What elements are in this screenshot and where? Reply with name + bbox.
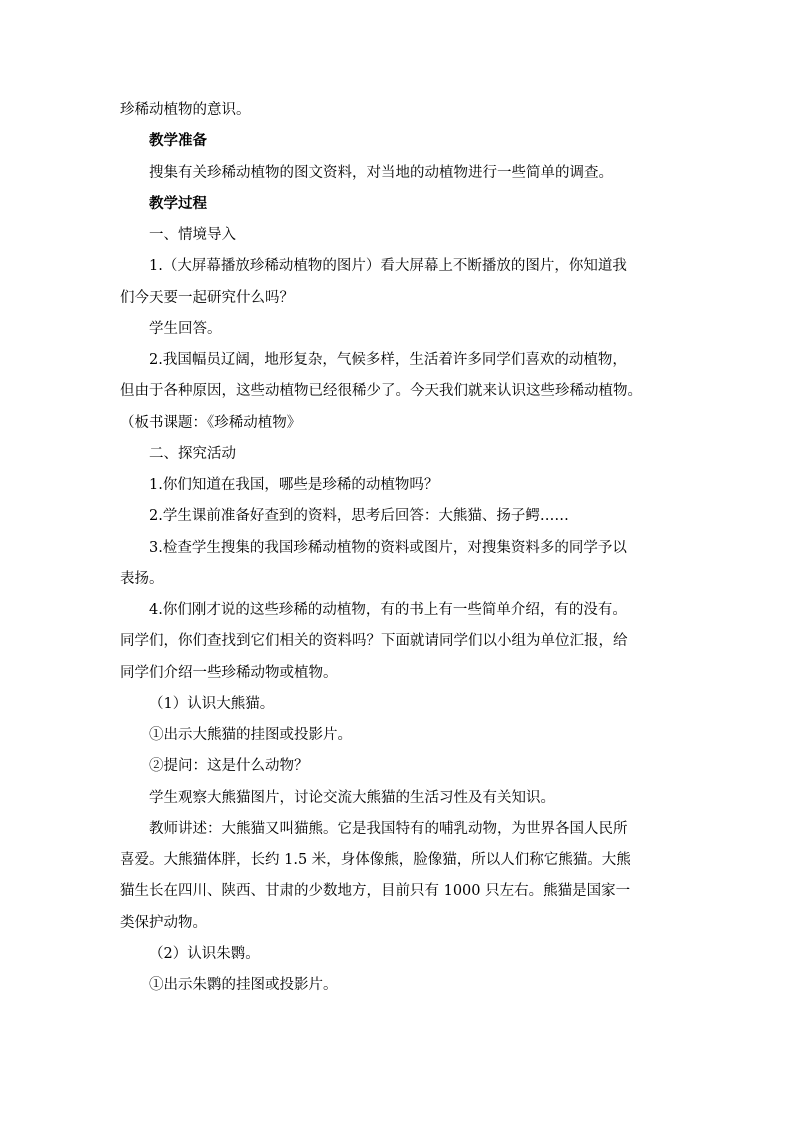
paragraph-line: 类保护动物。 bbox=[120, 914, 207, 931]
paragraph-line: 2.我国幅员辽阔，地形复杂，气候多样，生活着许多同学们喜欢的动植物， bbox=[149, 352, 627, 368]
paragraph-line: 但由于各种原因，这些动植物已经很稀少了。今天我们就来认识这些珍稀动植物。 bbox=[120, 383, 642, 400]
list-item-ibis: （2）认识朱鹮。 bbox=[149, 945, 260, 962]
paragraph-line: 学生观察大熊猫图片，讨论交流大熊猫的生活习性及有关知识。 bbox=[149, 789, 555, 806]
paragraph-line: 1.你们知道在我国，哪些是珍稀的动植物吗？ bbox=[149, 477, 439, 493]
paragraph-line: ②提问：这是什么动物？ bbox=[149, 758, 309, 775]
subsection-heading-activity: 二、探究活动 bbox=[149, 445, 236, 462]
section-heading-process: 教学过程 bbox=[149, 195, 207, 212]
paragraph-line: 猫生长在四川、陕西、甘肃的少数地方，目前只有 1000 只左右。熊猫是国家一 bbox=[120, 883, 631, 900]
subsection-heading-intro: 一、情境导入 bbox=[149, 227, 236, 243]
paragraph-line: 1.（大屏幕播放珍稀动植物的图片）看大屏幕上不断播放的图片，你知道我 bbox=[149, 258, 627, 275]
document-body bbox=[120, 95, 680, 1001]
paragraph-line: （板书课题：《珍稀动植物》 bbox=[120, 414, 302, 431]
paragraph-line: 喜爱。大熊猫体胖，长约 1.5 米，身体像熊，脸像猫，所以人们称它熊猫。大熊 bbox=[120, 852, 631, 868]
section-heading-preparation: 教学准备 bbox=[149, 133, 207, 150]
paragraph-line: 同学们，你们查找到它们相关的资料吗？下面就请同学们以小组为单位汇报，给 bbox=[120, 633, 628, 650]
paragraph-line: 珍稀动植物的意识。 bbox=[120, 102, 251, 118]
paragraph-line: 表扬。 bbox=[120, 570, 164, 587]
paragraph-line: 学生回答。 bbox=[149, 320, 222, 337]
paragraph-line: 4.你们刚才说的这些珍稀的动植物，有的书上有一些简单介绍，有的没有。 bbox=[149, 602, 627, 618]
paragraph-line: ①出示大熊猫的挂图或投影片。 bbox=[149, 727, 352, 743]
list-item-panda: （1）认识大熊猫。 bbox=[149, 695, 275, 712]
paragraph-line: ①出示朱鹮的挂图或投影片。 bbox=[149, 977, 338, 993]
paragraph-line: 教师讲述：大熊猫又叫猫熊。它是我国特有的哺乳动物，为世界各国人民所 bbox=[149, 820, 628, 837]
paragraph-line: 搜集有关珍稀动植物的图文资料，对当地的动植物进行一些简单的调查。 bbox=[149, 164, 613, 181]
paragraph-line: 2.学生课前准备好查到的资料，思考后回答：大熊猫、扬子鳄…… bbox=[149, 508, 569, 525]
paragraph-line: 3.检查学生搜集的我国珍稀动植物的资料或图片，对搜集资料多的同学予以 bbox=[149, 539, 627, 556]
paragraph-line: 同学们介绍一些珍稀动物或植物。 bbox=[120, 664, 338, 681]
paragraph-line: 们今天要一起研究什么吗？ bbox=[120, 289, 294, 306]
